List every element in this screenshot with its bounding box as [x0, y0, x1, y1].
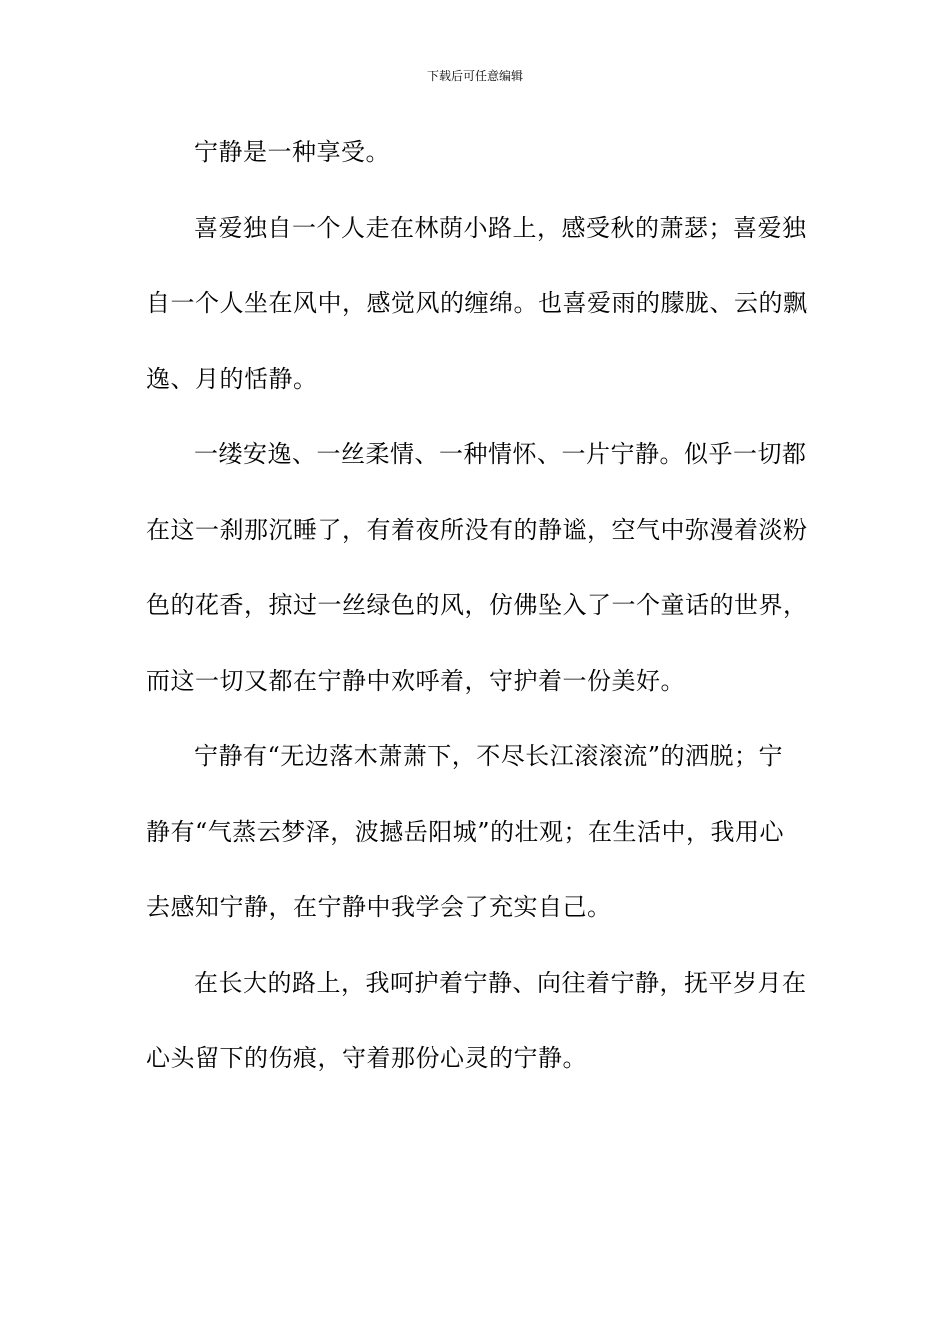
text-line: 去感知宁静，在宁静中我学会了充实自己。 — [146, 893, 612, 921]
text-line: 在长大的路上，我呵护着宁静、向往着宁静，抚平岁月在 — [194, 968, 807, 997]
text-line: 而这一切又都在宁静中欢呼着，守护着一份美好。 — [146, 666, 685, 695]
page-header: 下载后可任意编辑 — [426, 69, 523, 83]
text-line: 自一个人坐在风中，感觉风的缠绵。也喜爱雨的朦胧、云的飘 — [146, 289, 808, 317]
document-body — [146, 126, 806, 1108]
text-line: 宁静有“无边落木萧萧下，不尽长江滚滚流”的洒脱；宁 — [194, 742, 784, 770]
text-line: 一缕安逸、一丝柔情、一种情怀、一片宁静。似乎一切都 — [194, 440, 807, 468]
text-line: 喜爱独自一个人走在林荫小路上，感受秋的萧瑟；喜爱独 — [194, 213, 807, 242]
text-line: 静有“气蒸云梦泽，波撼岳阳城”的壮观；在生活中，我用心 — [146, 817, 785, 846]
text-line: 宁静是一种享受。 — [194, 138, 390, 166]
text-line: 色的花香，掠过一丝绿色的风，仿佛坠入了一个童话的世界， — [146, 591, 808, 619]
text-line: 逸、月的恬静。 — [146, 364, 318, 393]
text-line: 在这一刹那沉睡了，有着夜所没有的静谧，空气中弥漫着淡粉 — [146, 515, 808, 544]
text-line: 心头留下的伤痕，守着那份心灵的宁静。 — [146, 1044, 587, 1072]
